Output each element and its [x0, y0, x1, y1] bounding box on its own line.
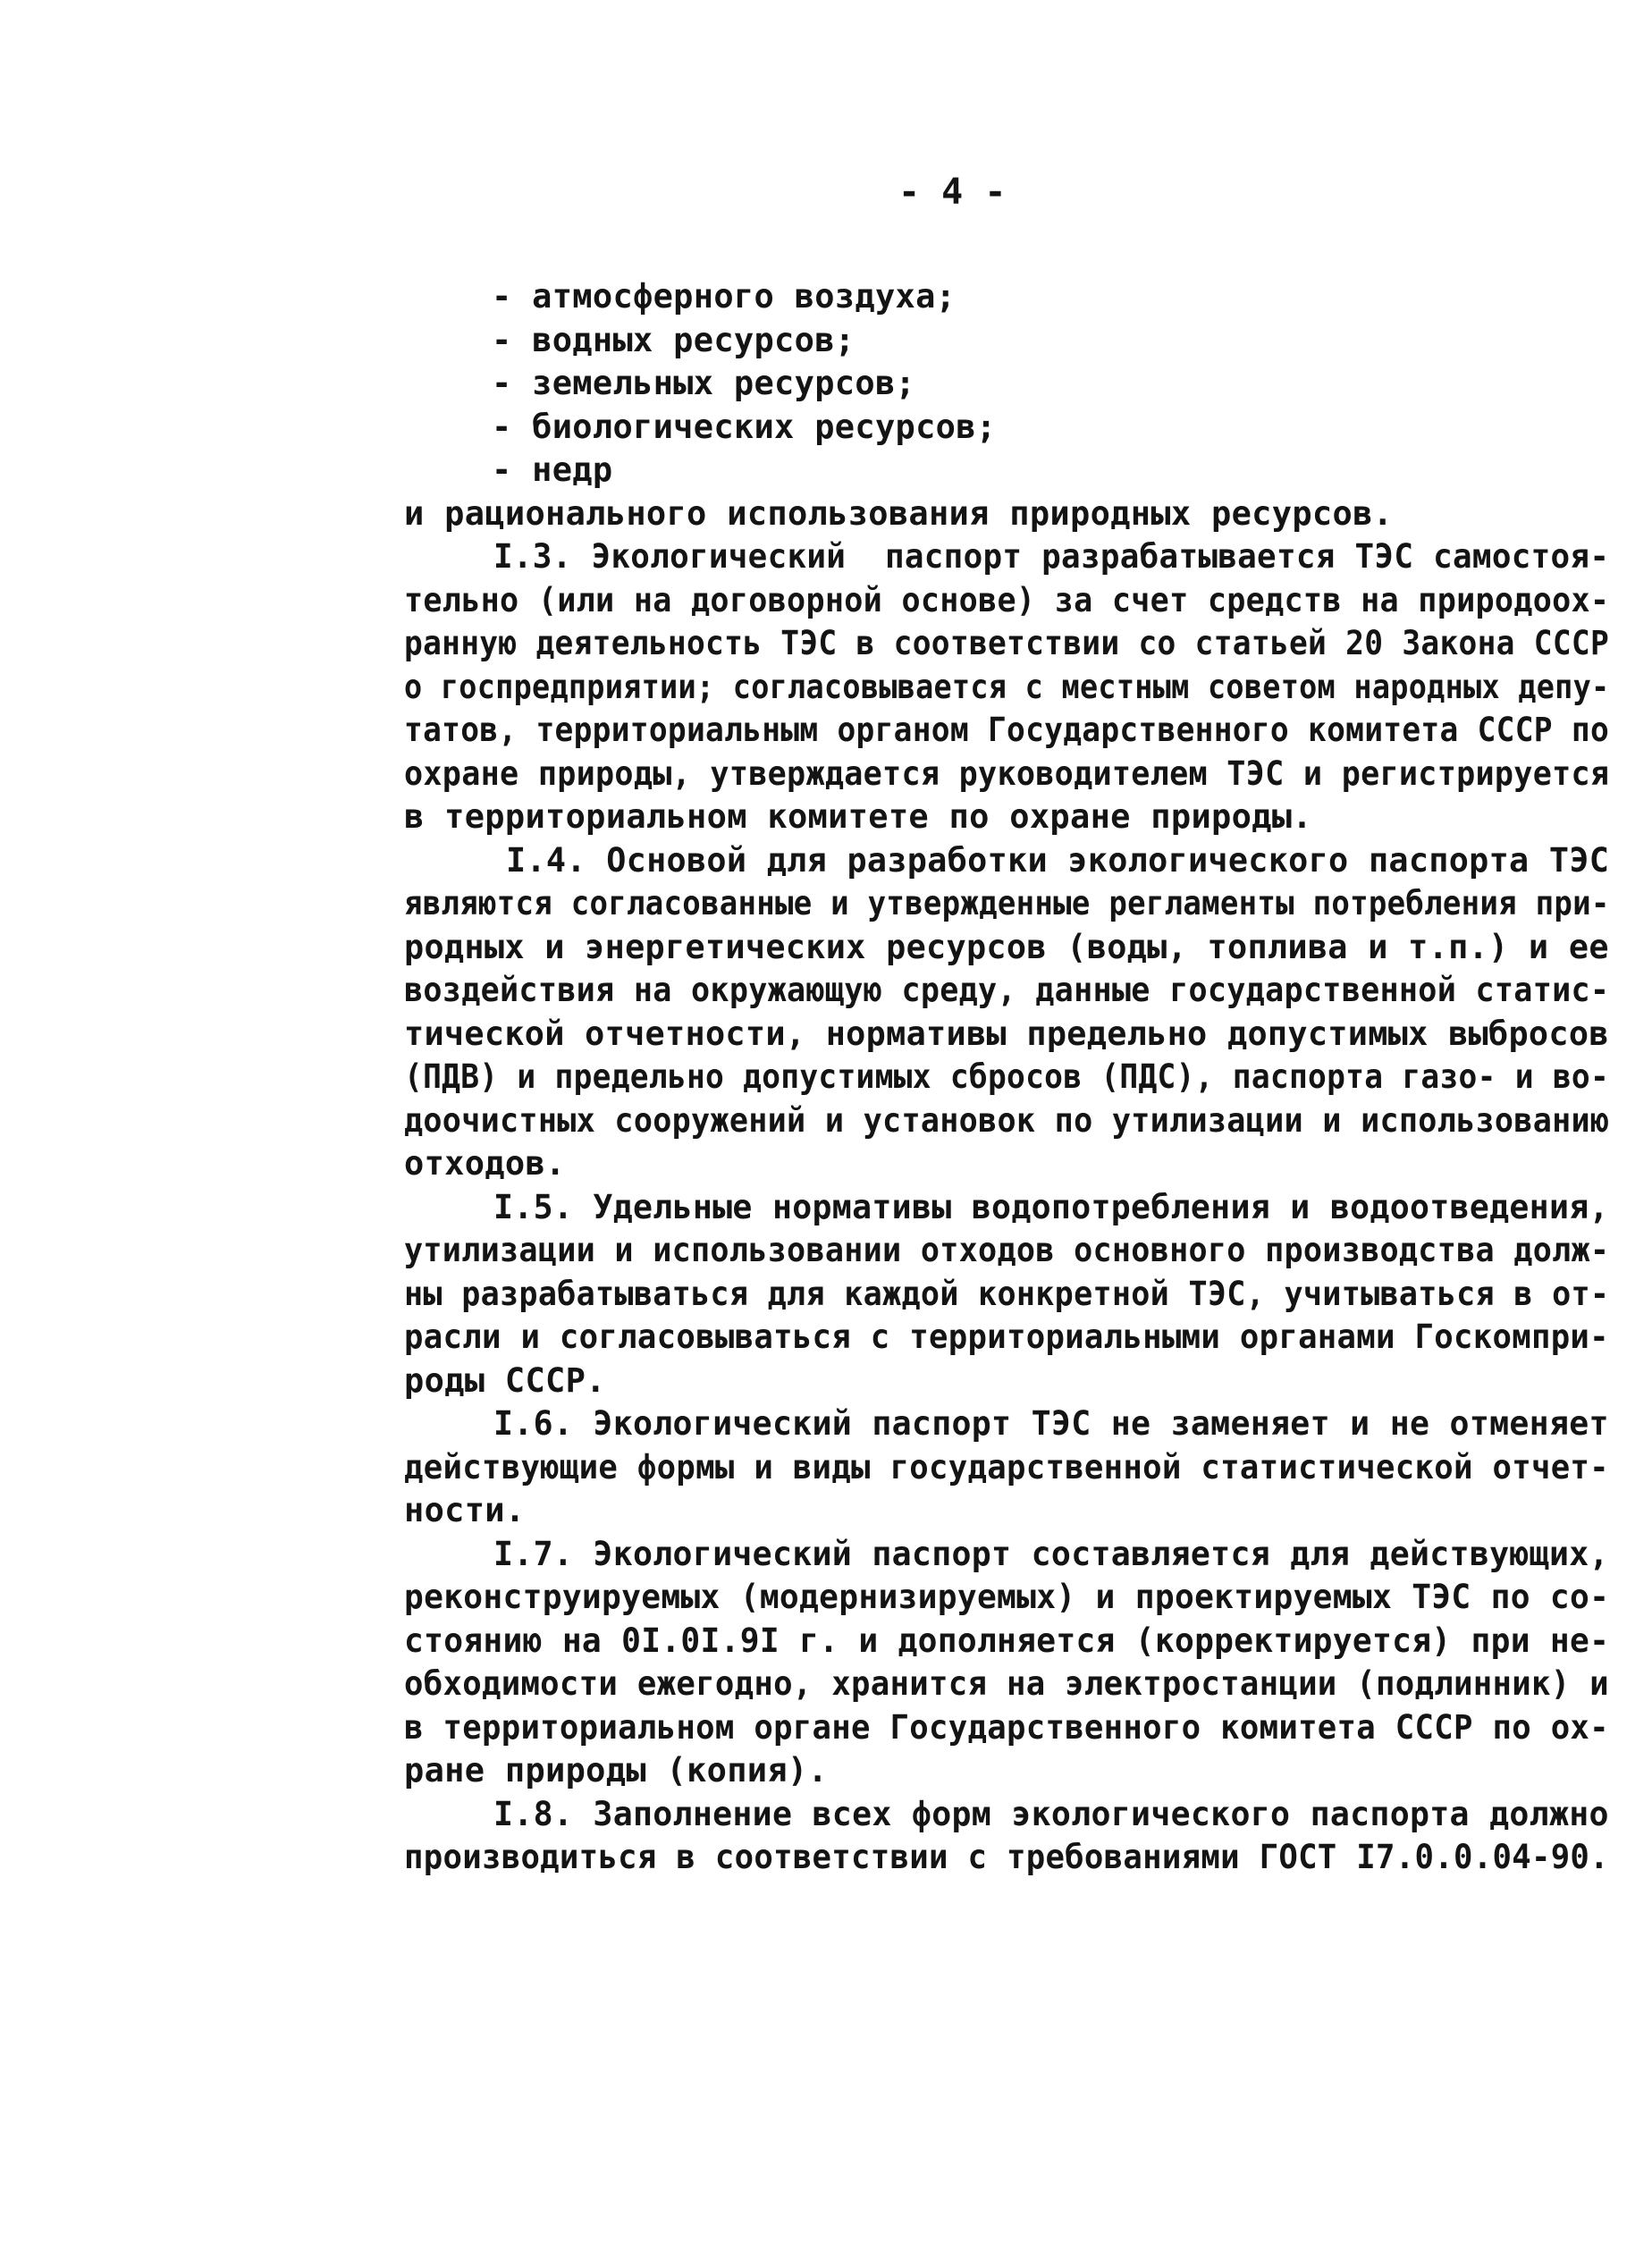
paragraph-1-6-first-line: I.6. Экологический паспорт ТЭС не заменяет и не отменяет [493, 1404, 1609, 1443]
text-line: охране природы, утверждается руководителем ТЭС и регистрируется [404, 754, 1610, 793]
paragraph-1-8-first-line: I.8. Заполнение всех форм экологического паспорта должно [493, 1795, 1609, 1833]
text-line: татов, территориальным органом Государственного комитета СССР по [404, 711, 1610, 749]
paragraph-1-4-first-line: I.4. Основой для разработки экологического паспорта ТЭС [506, 841, 1610, 880]
text-line: роды СССР. [404, 1361, 606, 1400]
text-line: доочистных сооружений и установок по утилизации и использованию [404, 1101, 1610, 1140]
text-line: действующие формы и виды государственной статистической отчет- [404, 1448, 1609, 1486]
text-line: воздействия на окружающую среду, данные государственной статис- [404, 971, 1610, 1009]
list-item: - недр [492, 451, 613, 489]
text-line: и рационального использования природных ресурсов. [404, 494, 1394, 533]
text-line: являются согласованные и утвержденные регламенты потребления при- [404, 884, 1610, 922]
text-line: в территориальном органе Государственного комитета СССР по ох- [404, 1708, 1609, 1747]
list-item: - земельных ресурсов; [492, 364, 916, 402]
text-line: тической отчетности, нормативы предельно допустимых выбросов [404, 1015, 1609, 1053]
text-line: отходов. [404, 1144, 566, 1183]
text-line: обходимости ежегодно, хранится на электростанции (подлинник) и [404, 1664, 1609, 1703]
text-line: тельно (или на договорной основе) за счет средств на природоох- [404, 581, 1610, 619]
paragraph-1-5-first-line: I.5. Удельные нормативы водопотребления и водоотведения, [493, 1188, 1609, 1226]
text-line: о госпредприятии; согласовывается с местным советом народных депу- [404, 668, 1610, 706]
text-line: утилизации и использовании отходов основного производства долж- [404, 1231, 1610, 1269]
text-line: в территориальном комитете по охране природы. [404, 797, 1312, 836]
text-line: производиться в соответствии с требованиями ГОСТ I7.0.0.04-90. [404, 1838, 1609, 1876]
text-line: реконструируемых (модернизируемых) и проектируемых ТЭС по со- [404, 1578, 1610, 1616]
text-line: расли и согласовываться с территориальными органами Госкомпри- [404, 1318, 1609, 1356]
page-number: - 4 - [898, 172, 1007, 213]
list-item: - атмосферного воздуха; [492, 277, 957, 316]
paragraph-1-3-first-line: I.3. Экологический паспорт разрабатывается ТЭС самостоя- [493, 537, 1610, 576]
text-line: ранную деятельность ТЭС в соответствии со статьей 20 Закона СССР [404, 624, 1610, 662]
text-line: ране природы (копия). [404, 1751, 829, 1790]
text-line: родных и энергетических ресурсов (воды, топлива и т.п.) и ее [404, 928, 1609, 966]
text-line: (ПДВ) и предельно допустимых сбросов (ПДС), паспорта газо- и во- [404, 1057, 1610, 1096]
text-line: стоянию на 0I.0I.9I г. и дополняется (корректируется) при не- [404, 1621, 1610, 1660]
paragraph-1-7-first-line: I.7. Экологический паспорт составляется для действующих, [493, 1535, 1609, 1573]
list-item: - биологических ресурсов; [492, 408, 997, 446]
list-item: - водных ресурсов; [492, 321, 856, 359]
text-line: ности. [404, 1491, 526, 1529]
text-line: ны разрабатываться для каждой конкретной ТЭС, учитываться в от- [404, 1275, 1610, 1313]
